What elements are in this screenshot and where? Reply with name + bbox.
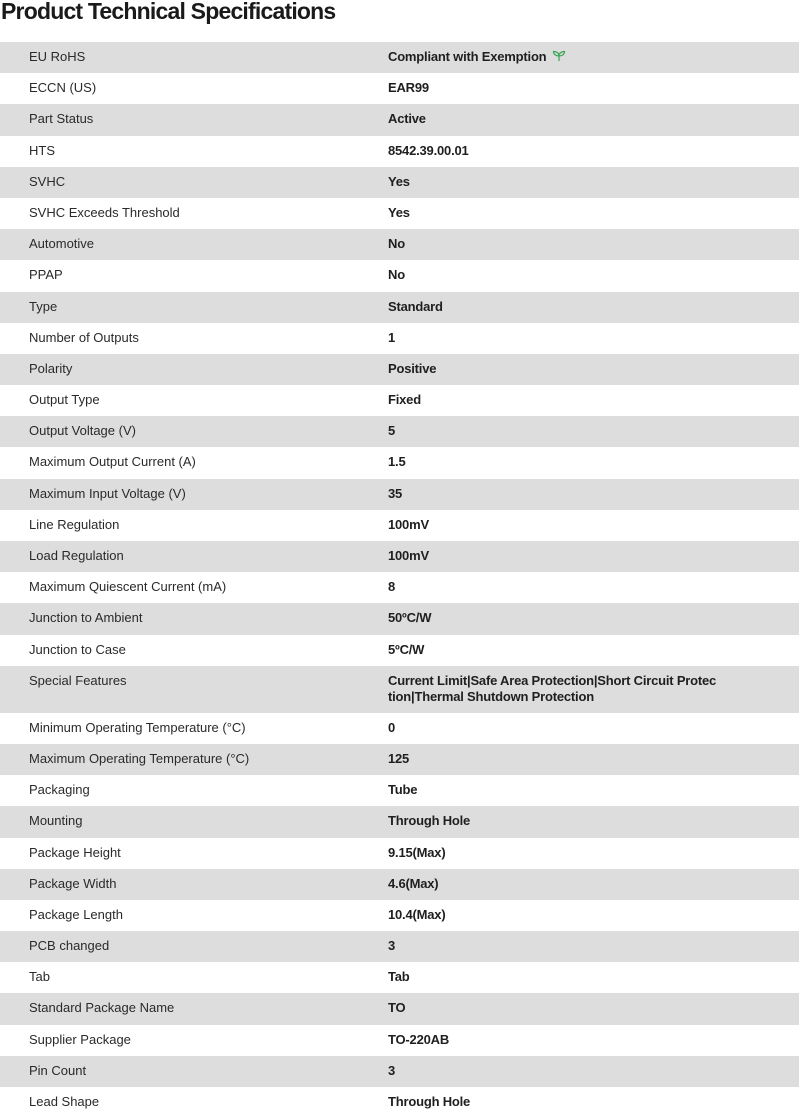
spec-label: ECCN (US) [29, 80, 97, 96]
spec-value-text: 35 [388, 485, 403, 501]
spec-value [388, 806, 799, 837]
spec-label: Polarity [29, 360, 73, 376]
spec-row [0, 1087, 799, 1118]
spec-value [388, 635, 799, 666]
spec-row [0, 775, 799, 806]
spec-row [0, 447, 799, 478]
spec-value [388, 104, 799, 135]
spec-value-text: Tube [388, 782, 418, 798]
spec-value [388, 136, 799, 167]
spec-row [0, 900, 799, 931]
spec-value-text: 100mV [388, 548, 429, 563]
spec-label: Maximum Output Current (A) [29, 454, 196, 470]
spec-row [0, 993, 799, 1024]
spec-value-text: 0 [388, 719, 396, 735]
spec-label: SVHC [29, 173, 66, 189]
page-title: Product Technical Specifications [1, 0, 336, 24]
spec-row [0, 416, 799, 447]
spec-value [388, 510, 799, 541]
spec-label: Maximum Input Voltage (V) [29, 485, 186, 501]
spec-row [0, 635, 799, 666]
spec-row [0, 42, 799, 73]
spec-value [388, 323, 799, 354]
spec-value-text: Fixed [388, 392, 421, 408]
spec-value [388, 260, 799, 291]
spec-value-text: 9.15(Max) [388, 844, 446, 860]
spec-row [0, 229, 799, 260]
spec-value [388, 666, 799, 713]
spec-row [0, 198, 799, 229]
spec-value-text: 125 [388, 750, 410, 766]
spec-value [388, 541, 799, 572]
spec-value [388, 838, 799, 869]
spec-value [388, 931, 799, 962]
spec-label: Automotive [29, 236, 95, 252]
spec-value-text: Compliant with Exemption [388, 49, 547, 64]
spec-value [388, 479, 799, 510]
spec-row [0, 104, 799, 135]
spec-label: Minimum Operating Temperature (°C) [29, 719, 246, 735]
spec-value [388, 603, 799, 634]
spec-value-text: Current Limit|Safe Area Protection|Short Circuit Protec tion|Thermal Shutdown Protection [388, 672, 717, 704]
spec-value-text: 5 [388, 423, 396, 439]
spec-label: PCB changed [29, 938, 110, 954]
spec-value [388, 385, 799, 416]
spec-label: Type [29, 298, 58, 314]
spec-row [0, 73, 799, 104]
spec-row [0, 385, 799, 416]
spec-value-text: 100mV [388, 516, 429, 532]
spec-value [388, 993, 799, 1024]
spec-row [0, 713, 799, 744]
spec-value-text: Positive [388, 360, 437, 376]
spec-label: Number of Outputs [29, 329, 139, 345]
spec-value-text: Through Hole [388, 1094, 471, 1109]
spec-row [0, 962, 799, 993]
spec-value [388, 73, 799, 104]
spec-label: PPAP [29, 267, 63, 283]
spec-label: Supplier Package [29, 1031, 131, 1047]
spec-row [0, 510, 799, 541]
spec-value-text: 4.6(Max) [388, 875, 439, 891]
spec-value [388, 572, 799, 603]
spec-row [0, 603, 799, 634]
spec-row [0, 1056, 799, 1087]
spec-value-text: TO-220AB [388, 1031, 450, 1047]
spec-row [0, 931, 799, 962]
spec-value-text: 3 [388, 938, 396, 954]
spec-row [0, 806, 799, 837]
spec-value-text: 8542.39.00.01 [388, 142, 469, 158]
spec-label: Part Status [29, 111, 94, 127]
spec-value-text: Active [388, 111, 426, 127]
spec-value-text: Through Hole [388, 813, 471, 829]
spec-label: SVHC Exceeds Threshold [29, 204, 180, 220]
spec-row [0, 260, 799, 291]
spec-label: Maximum Operating Temperature (°C) [29, 750, 250, 766]
spec-label: Load Regulation [29, 548, 124, 563]
spec-value [388, 775, 799, 806]
spec-label: Junction to Ambient [29, 610, 143, 626]
spec-row [0, 167, 799, 198]
spec-value-text: No [388, 267, 405, 283]
spec-value [388, 292, 799, 323]
spec-value [388, 962, 799, 993]
spec-row [0, 869, 799, 900]
spec-label: Junction to Case [29, 641, 126, 657]
spec-value [388, 1087, 799, 1118]
spec-label: EU RoHS [29, 49, 86, 64]
spec-row [0, 354, 799, 385]
spec-label: Line Regulation [29, 516, 120, 532]
spec-label: Tab [29, 969, 50, 985]
spec-value [388, 229, 799, 260]
spec-row [0, 838, 799, 869]
spec-label: Maximum Quiescent Current (mA) [29, 579, 227, 595]
spec-row [0, 292, 799, 323]
spec-label: Special Features [29, 672, 127, 688]
spec-row [0, 572, 799, 603]
spec-value [388, 198, 799, 229]
spec-value-text: No [388, 236, 405, 252]
spec-value [388, 42, 799, 73]
spec-table [0, 42, 799, 1118]
spec-value-text: TO [388, 1000, 406, 1016]
spec-value [388, 713, 799, 744]
spec-value [388, 1025, 799, 1056]
spec-label: Package Length [29, 906, 123, 922]
spec-value-text: 8 [388, 579, 396, 595]
spec-row [0, 744, 799, 775]
spec-value-text: Tab [388, 969, 410, 985]
spec-label: Pin Count [29, 1062, 87, 1078]
spec-label: Output Voltage (V) [29, 423, 136, 439]
spec-value [388, 900, 799, 931]
spec-row [0, 136, 799, 167]
spec-value-text: Standard [388, 298, 443, 314]
spec-value-text: 3 [388, 1062, 396, 1078]
spec-row [0, 541, 799, 572]
spec-value-text: 1.5 [388, 454, 406, 470]
spec-label: HTS [29, 142, 55, 158]
spec-value-text: EAR99 [388, 80, 429, 96]
spec-value [388, 869, 799, 900]
spec-value-text: Yes [388, 204, 410, 220]
spec-row [0, 666, 799, 713]
leaf-icon [552, 50, 566, 62]
spec-value-text: Yes [388, 173, 410, 189]
spec-row [0, 479, 799, 510]
spec-label: Standard Package Name [29, 1000, 175, 1016]
spec-value [388, 447, 799, 478]
spec-label: Mounting [29, 813, 83, 829]
spec-value [388, 167, 799, 198]
spec-value [388, 1056, 799, 1087]
spec-value [388, 354, 799, 385]
spec-value-text: 50ºC/W [388, 610, 432, 626]
spec-label: Lead Shape [29, 1094, 100, 1109]
spec-value-text: 10.4(Max) [388, 906, 446, 922]
spec-label: Packaging [29, 782, 90, 798]
spec-value [388, 416, 799, 447]
spec-row [0, 323, 799, 354]
spec-label: Package Width [29, 875, 117, 891]
spec-value [388, 744, 799, 775]
spec-row [0, 1025, 799, 1056]
spec-value-text: 5ºC/W [388, 641, 425, 657]
spec-value-text: 1 [388, 329, 396, 345]
spec-label: Output Type [29, 392, 100, 408]
spec-label: Package Height [29, 844, 121, 860]
